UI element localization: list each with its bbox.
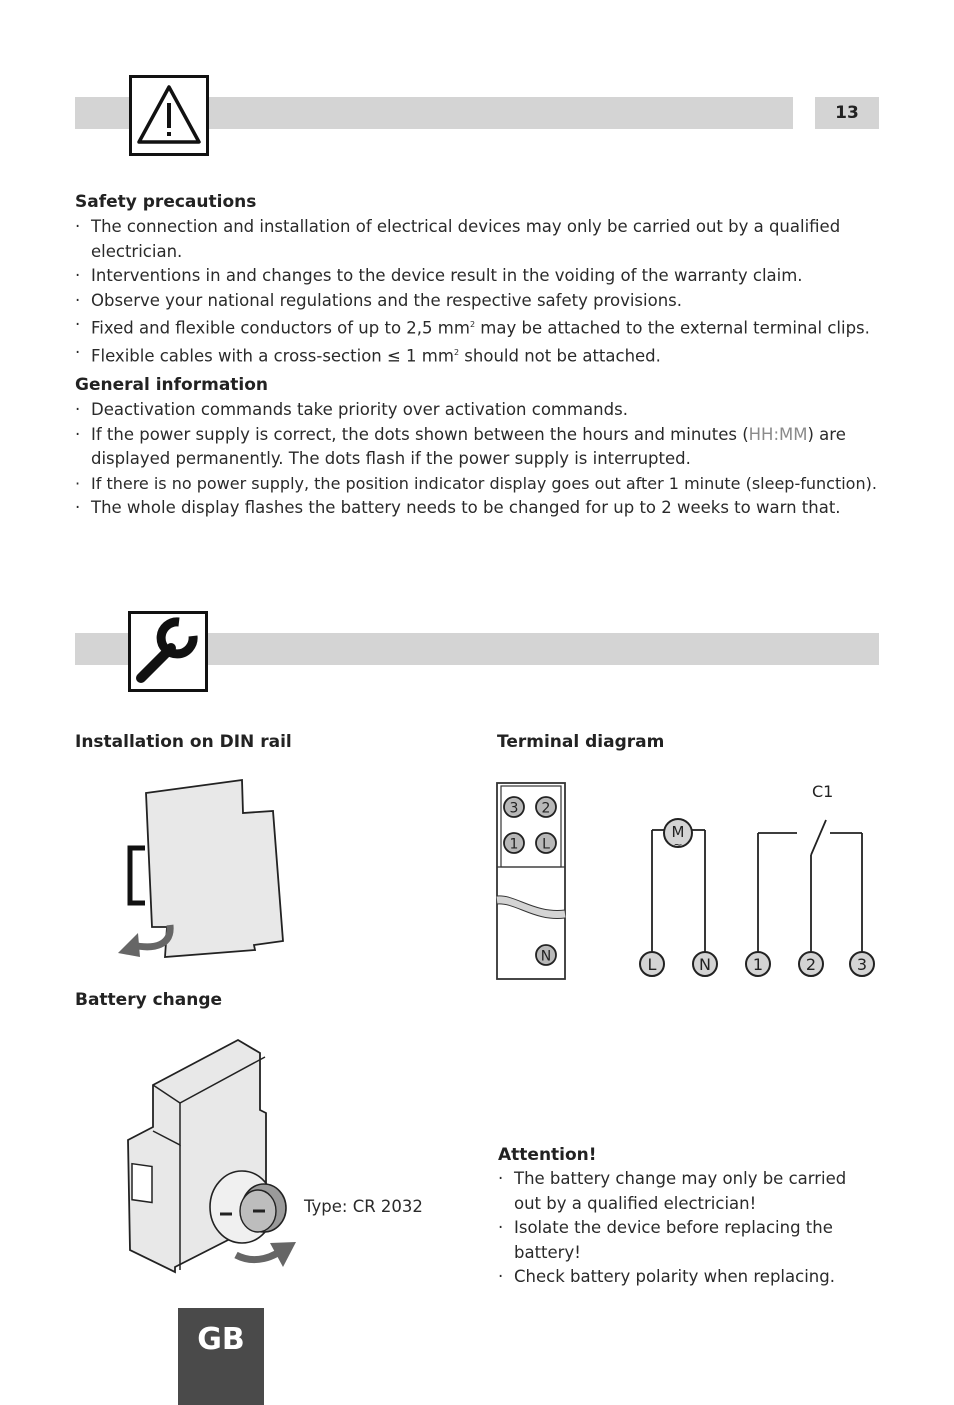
- din-rail-heading: Installation on DIN rail: [75, 732, 292, 752]
- schematic-terminal: [850, 952, 874, 976]
- schematic-terminal: [799, 952, 823, 976]
- svg-text:2: 2: [541, 800, 551, 817]
- language-tab: GB: [178, 1308, 264, 1405]
- svg-text:L: L: [542, 836, 550, 853]
- list-item: [75, 289, 875, 314]
- svg-text:3: 3: [856, 955, 868, 974]
- safety-item-text: may be attached to the external terminal clips.: [475, 318, 870, 338]
- schematic-terminal: [693, 952, 717, 976]
- svg-text:N: N: [540, 948, 552, 965]
- attention-item-text: Isolate the device before replacing the battery!: [514, 1218, 833, 1262]
- attention-list: [498, 1167, 878, 1290]
- safety-item-text: Interventions in and changes to the device result in the voiding of the warranty claim.: [91, 266, 803, 285]
- general-item-text: ) are displayed permanently. The dots flash if the power supply is interrupted.: [91, 424, 846, 468]
- page-number: 13: [815, 97, 879, 129]
- list-item: [75, 472, 877, 497]
- device-terminal: [536, 833, 556, 853]
- device-terminal: [536, 945, 556, 965]
- svg-text:1: 1: [752, 955, 764, 974]
- safety-list: [75, 215, 875, 369]
- svg-text:M: M: [671, 823, 685, 841]
- battery-device-illustration: [120, 1035, 305, 1280]
- contact-label: C1: [812, 782, 834, 801]
- list-item: [75, 341, 875, 369]
- wiring-schematic: [630, 775, 890, 990]
- general-item-text: If there is no power supply, the position indicator display goes out after 1 minute (sleep-function).: [91, 473, 877, 493]
- svg-text:3: 3: [509, 800, 519, 817]
- schematic-terminal: [640, 952, 664, 976]
- device-terminal: [504, 833, 524, 853]
- din-rail-illustration: [110, 775, 300, 970]
- svg-text:N: N: [699, 955, 711, 974]
- list-item: [498, 1265, 878, 1290]
- terminal-diagram-heading: Terminal diagram: [497, 732, 665, 752]
- list-item: [498, 1216, 878, 1265]
- list-item: [498, 1167, 878, 1216]
- schematic-terminal: [746, 952, 770, 976]
- superscript: 2: [453, 348, 460, 357]
- battery-change-heading: Battery change: [75, 990, 223, 1010]
- svg-text:L: L: [647, 955, 657, 974]
- safety-item-text: The connection and installation of electrical devices may only be carried out by a qualified electrician.: [91, 217, 841, 261]
- time-format-code: HH:MM: [748, 424, 808, 444]
- list-item: [75, 215, 875, 264]
- safety-item-text: Flexible cables with a cross-section ≤ 1 mm: [91, 346, 454, 366]
- wrench-icon: [128, 611, 208, 692]
- safety-item-text: should not be attached.: [459, 346, 661, 366]
- general-item-text: Deactivation commands take priority over activation commands.: [91, 400, 628, 419]
- general-item-text: If the power supply is correct, the dots shown between the hours and minutes (: [91, 424, 749, 444]
- battery-type-label: Type: CR 2032: [304, 1197, 423, 1216]
- general-list: [75, 398, 877, 521]
- warning-icon: [129, 75, 209, 156]
- device-terminal: [536, 797, 556, 817]
- list-item: [75, 496, 865, 521]
- svg-text:~: ~: [673, 838, 683, 851]
- terminal-block-illustration: [490, 778, 580, 988]
- svg-text:1: 1: [509, 836, 519, 853]
- general-heading: General information: [75, 375, 269, 395]
- general-item-text: The whole display flashes the battery needs to be changed for up to 2 weeks to warn that.: [91, 498, 841, 517]
- safety-item-text: Fixed and flexible conductors of up to 2,5 mm: [91, 318, 470, 338]
- attention-item-text: Check battery polarity when replacing.: [514, 1267, 835, 1286]
- list-item: [75, 423, 865, 472]
- safety-heading: Safety precautions: [75, 192, 257, 212]
- safety-item-text: Observe your national regulations and the respective safety provisions.: [91, 290, 683, 310]
- list-item: [75, 313, 875, 341]
- motor-symbol: [664, 819, 692, 851]
- attention-item-text: The battery change may only be carried out by a qualified electrician!: [514, 1169, 847, 1213]
- superscript: 2: [469, 320, 476, 329]
- list-item: [75, 398, 865, 423]
- device-terminal: [504, 797, 524, 817]
- svg-text:2: 2: [805, 955, 817, 974]
- list-item: [75, 264, 875, 289]
- attention-heading: Attention!: [498, 1145, 597, 1165]
